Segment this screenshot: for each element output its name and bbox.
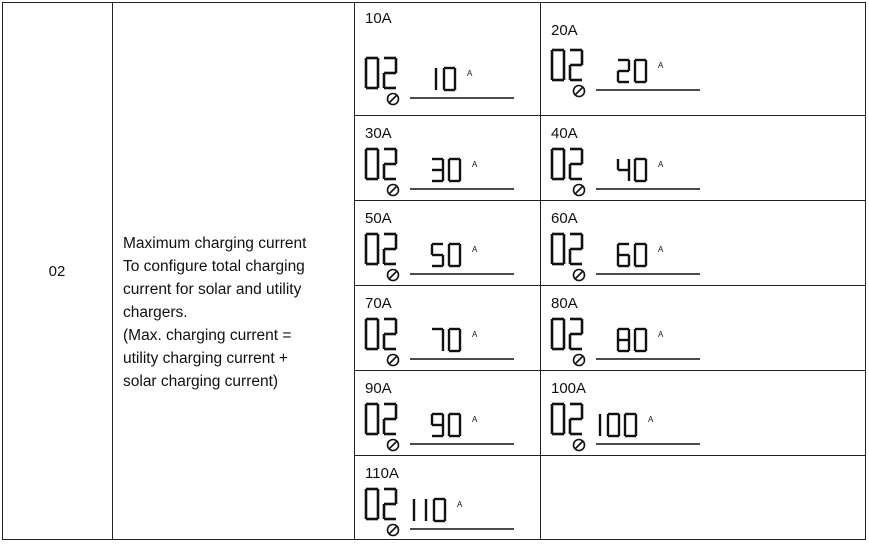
unit-label: A [457, 500, 463, 509]
lcd-display-icon [362, 54, 532, 110]
option-label: 30A [365, 125, 392, 142]
description-line: utility charging current + [123, 350, 288, 367]
option-label: 40A [551, 125, 578, 142]
lcd-display-icon [548, 400, 718, 456]
lcd-display-icon [548, 46, 718, 102]
lcd-display-icon [548, 230, 718, 286]
option-label: 10A [365, 10, 392, 27]
setting-wrench-icon [574, 270, 585, 281]
program-code: 02 [48, 262, 66, 280]
unit-label: A [658, 160, 664, 169]
option-label: 100A [551, 380, 587, 397]
description-line: Maximum charging current [123, 235, 307, 252]
description-line: (Max. charging current = [123, 327, 292, 344]
option-label: 80A [551, 295, 578, 312]
setting-wrench-icon [388, 440, 399, 451]
unit-label: A [472, 245, 478, 254]
table-divider [354, 115, 866, 116]
option-label: 20A [551, 22, 578, 39]
unit-label: A [648, 415, 654, 424]
option-label: 50A [365, 210, 392, 227]
setting-wrench-icon [388, 94, 399, 105]
lcd-display-icon [362, 315, 532, 371]
description-line: solar charging current) [123, 373, 279, 390]
table-divider [112, 2, 113, 540]
lcd-display-icon [362, 145, 532, 201]
setting-description [123, 232, 348, 393]
option-label: 70A [365, 295, 392, 312]
lcd-display-icon [362, 485, 532, 541]
option-label: 90A [365, 380, 392, 397]
lcd-display-icon [548, 145, 718, 201]
unit-label: A [472, 160, 478, 169]
setting-wrench-icon [574, 86, 585, 97]
description-line: To configure total charging [123, 258, 305, 275]
lcd-display-icon [548, 315, 718, 371]
unit-label: A [472, 415, 478, 424]
setting-wrench-icon [574, 355, 585, 366]
unit-label: A [467, 69, 473, 78]
table-divider [354, 2, 355, 540]
unit-label: A [658, 245, 664, 254]
setting-wrench-icon [388, 270, 399, 281]
setting-wrench-icon [574, 440, 585, 451]
setting-wrench-icon [388, 355, 399, 366]
lcd-display-icon [362, 230, 532, 286]
option-label: 110A [365, 465, 399, 482]
setting-wrench-icon [388, 525, 399, 536]
table-divider [540, 2, 541, 540]
unit-label: A [658, 330, 664, 339]
setting-wrench-icon [388, 185, 399, 196]
unit-label: A [658, 61, 664, 70]
description-line: current for solar and utility [123, 281, 302, 298]
option-label: 60A [551, 210, 578, 227]
setting-wrench-icon [574, 185, 585, 196]
lcd-display-icon [362, 400, 532, 456]
description-line: chargers. [123, 304, 188, 321]
unit-label: A [472, 330, 478, 339]
